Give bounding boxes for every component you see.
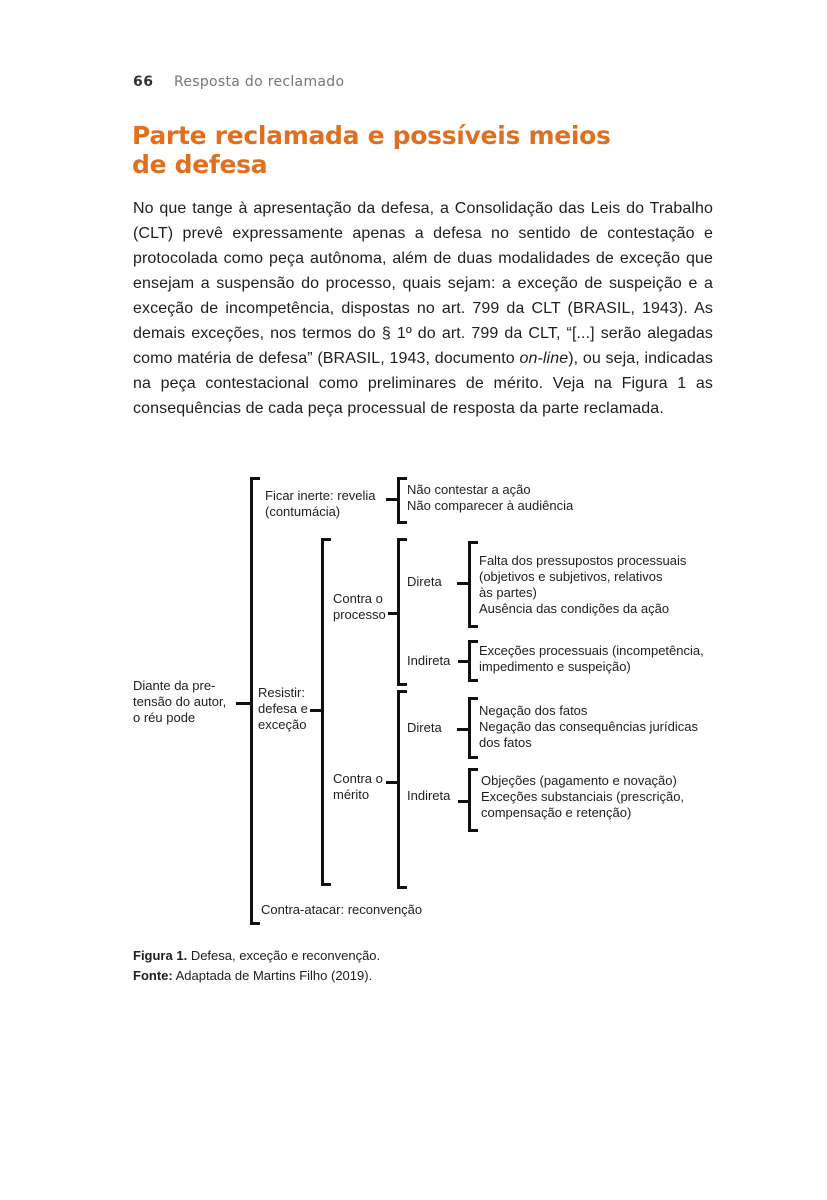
resistir-line: defesa e <box>258 701 308 716</box>
root-label-line: o réu pode <box>133 710 196 725</box>
merito-direta-label: Direta <box>407 720 442 735</box>
merito-direta-items <box>479 703 698 751</box>
merito-indireta-items <box>481 773 684 821</box>
contra-merito-bracket <box>397 690 407 889</box>
source-text: Adaptada de Martins Filho (2019). <box>175 968 373 983</box>
ficar-inerte-bracket <box>397 477 407 524</box>
processo-direta-item: Falta dos pressupostos processuais <box>479 553 687 568</box>
processo-indireta-label: Indireta <box>407 653 451 668</box>
paragraph-part-2: ), ou seja, indicadas na peça contestacional como preliminares de mérito. Veja na Figura 1 as consequências de cada peça processual de resposta da parte reclamada. <box>133 350 713 417</box>
root-label-line: tensão do autor, <box>133 694 227 709</box>
paragraph-part-1: No que tange à apresentação da defesa, a Consolidação das Leis do Trabalho (CLT) prevê expressamente apenas a defesa no sentido de contestação e protocolada como peça autônoma, além de duas modalidades de exceção que ensejam a suspensão do processo, quais sejam: a exceção de suspeição e a exceção de incompetência, dispostas no art. 799 da CLT (BRASIL, 1943). As demais exceções, nos termos do § 1º do art. 799 da CLT, “[...] serão alegadas como matéria de defesa” (BRASIL, 1943, documento <box>133 200 713 367</box>
merito-direta-item: Negação das consequências jurídicas <box>479 719 698 734</box>
processo-direta-items <box>479 553 686 617</box>
contra-atacar-label: Contra-atacar: reconvenção <box>261 902 423 917</box>
processo-indireta-items <box>479 643 704 675</box>
contra-merito-line: Contra o <box>333 771 383 786</box>
processo-indireta-item: Exceções processuais (incompetência, <box>479 643 704 658</box>
processo-direta-label: Direta <box>407 574 442 589</box>
caption-line <box>133 946 380 966</box>
section-title: Parte reclamada e possíveis meios de defesa <box>132 121 611 179</box>
resistir-label <box>258 685 308 733</box>
resistir-line: Resistir: <box>258 685 305 700</box>
paragraph-italic-term: on-line <box>519 350 569 367</box>
merito-direta-item: dos fatos <box>479 735 532 750</box>
caption-label: Figura 1. <box>133 948 188 963</box>
resistir-bracket <box>321 538 331 886</box>
contra-processo-line: Contra o <box>333 591 383 606</box>
merito-indireta-item: compensação e retenção) <box>481 805 632 820</box>
processo-direta-item: às partes) <box>479 585 537 600</box>
source-label: Fonte: <box>133 968 173 983</box>
page-number: 66 <box>133 74 154 90</box>
merito-indireta-item: Exceções substanciais (prescrição, <box>481 789 685 804</box>
ficar-inerte-item: Não comparecer à audiência <box>407 498 574 513</box>
merito-indireta-label: Indireta <box>407 788 451 803</box>
resistir-line: exceção <box>258 717 307 732</box>
merito-direta-item: Negação dos fatos <box>479 703 588 718</box>
contra-processo-bracket <box>397 538 407 686</box>
ficar-inerte-items <box>407 482 573 514</box>
processo-direta-bracket <box>468 541 478 628</box>
contra-processo-line: processo <box>333 607 386 622</box>
merito-indireta-bracket <box>468 768 478 832</box>
source-line <box>133 966 380 986</box>
running-title: Resposta do reclamado <box>173 74 345 90</box>
contra-merito-label <box>333 771 383 803</box>
merito-indireta-item: Objeções (pagamento e novação) <box>481 773 677 788</box>
root-label-line: Diante da pre- <box>133 678 216 693</box>
ficar-inerte-line: Ficar inerte: revelia <box>265 488 376 503</box>
ficar-inerte-item: Não contestar a ação <box>407 482 531 497</box>
processo-indireta-bracket <box>468 640 478 682</box>
root-label <box>133 678 226 726</box>
contra-merito-line: mérito <box>333 787 370 802</box>
figure-caption <box>133 946 380 986</box>
processo-direta-item: Ausência das condições da ação <box>479 601 670 616</box>
caption-text: Defesa, exceção e reconvenção. <box>190 948 381 963</box>
contra-processo-label <box>333 591 386 623</box>
processo-direta-item: (objetivos e subjetivos, relativos <box>479 569 663 584</box>
processo-indireta-item: impedimento e suspeição) <box>479 659 631 674</box>
ficar-inerte-line: (contumácia) <box>265 504 341 519</box>
merito-direta-bracket <box>468 697 478 759</box>
ficar-inerte-label <box>265 488 376 520</box>
